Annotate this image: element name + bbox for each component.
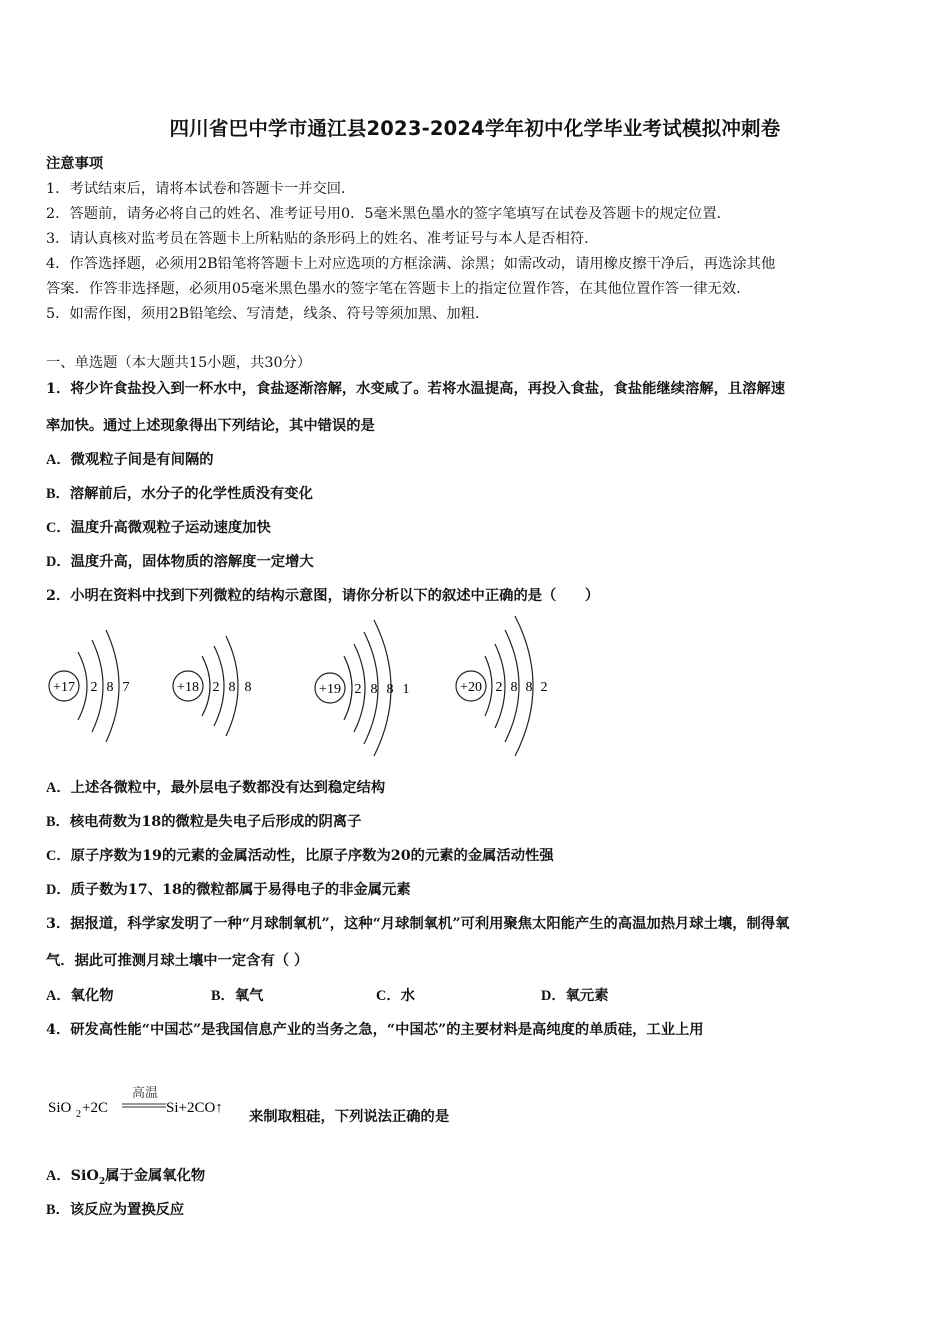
reaction-condition: 高温 xyxy=(131,1085,159,1100)
nucleus-label: +17 xyxy=(53,680,75,695)
q3-option-b: B．氧气 xyxy=(211,988,264,1004)
nucleus-label: +18 xyxy=(177,680,199,695)
q3-stem: 气．据此可推测月球土壤中一定含有（ ） xyxy=(46,953,309,969)
nucleus-label: +19 xyxy=(319,682,341,697)
equation-product: Si+2CO↑ xyxy=(166,1100,223,1116)
shell-electrons: 1 xyxy=(402,682,410,697)
q4-stem: 4．研发高性能“中国芯”是我国信息产业的当务之急，“中国芯”的主要材料是高纯度的单质硅，工业上用 xyxy=(46,1022,704,1038)
shell-electrons: 8 xyxy=(244,680,252,695)
q1-option-c: C．温度升高微观粒子运动速度加快 xyxy=(46,520,271,536)
q1-stem: 1．将少许食盐投入到一杯水中，食盐逐渐溶解，水变咸了。若将水温提高，再投入食盐，食盐能继续溶解，且溶解速 xyxy=(46,381,786,397)
q3-stem: 3．据报道，科学家发明了一种“月球制氧机”，这种“月球制氧机”可利用聚焦太阳能产生的高温加热月球土壤，制得氧 xyxy=(46,916,790,932)
q1-stem: 率加快。通过上述现象得出下列结论，其中错误的是 xyxy=(46,418,375,434)
shell-electrons: 2 xyxy=(90,680,98,695)
notice-item: 3．请认真核对监考员在答题卡上所粘贴的条形码上的姓名、准考证号与本人是否相符． xyxy=(46,231,599,247)
notice-item: 5．如需作图，须用2B铅笔绘、写清楚，线条、符号等须加黑、加粗． xyxy=(46,306,490,322)
page-title: 四川省巴中学市通江县2023-2024学年初中化学毕业考试模拟冲刺卷 xyxy=(169,117,781,140)
equation-reactant: SiO xyxy=(48,1100,72,1116)
q4-option-a: A．SiO$_2$属于金属氧化物 xyxy=(46,1168,206,1187)
notice-heading: 注意事项 xyxy=(46,156,104,172)
q1-option-d: D．温度升高，固体物质的溶解度一定增大 xyxy=(46,554,314,570)
atom-diagram-17 xyxy=(49,630,130,742)
notice-item: 答案．作答非选择题，必须用05毫米黑色墨水的签字笔在答题卡上的指定位置作答，在其他位置作答一律无效． xyxy=(46,281,751,297)
q2-option-d: D．质子数为17、18的微粒都属于易得电子的非金属元素 xyxy=(46,882,411,898)
shell-electrons: 8 xyxy=(525,680,533,695)
atom-diagram-18 xyxy=(173,636,252,736)
q4-option-b: B．该反应为置换反应 xyxy=(46,1202,185,1218)
atom-diagram-20 xyxy=(456,616,548,756)
q3-option-d: D．氧元素 xyxy=(541,988,609,1004)
atom-structure-diagrams xyxy=(40,612,580,762)
equation-subscript: 2 xyxy=(76,1109,81,1120)
q2-option-c: C．原子序数为19的元素的金属活动性，比原子序数为20的元素的金属活动性强 xyxy=(46,848,554,864)
notice-item: 2．答题前，请务必将自己的姓名、准考证号用0．5毫米黑色墨水的签字笔填写在试卷及答题卡的规定位置． xyxy=(46,206,731,222)
q1-option-a: A．微观粒子间是有间隔的 xyxy=(46,452,214,468)
shell-electrons: 8 xyxy=(370,682,378,697)
q1-option-b: B．溶解前后，水分子的化学性质没有变化 xyxy=(46,486,313,502)
chemical-equation xyxy=(46,1078,256,1124)
shell-electrons: 8 xyxy=(228,680,236,695)
nucleus-label: +20 xyxy=(460,680,482,695)
q2-option-a: A．上述各微粒中，最外层电子数都没有达到稳定结构 xyxy=(46,780,386,796)
shell-electrons: 2 xyxy=(495,680,503,695)
q4-stem-after: 来制取粗硅，下列说法正确的是 xyxy=(249,1109,450,1125)
shell-electrons: 8 xyxy=(386,682,394,697)
shell-electrons: 8 xyxy=(106,680,114,695)
notice-item: 4．作答选择题，必须用2B铅笔将答题卡上对应选项的方框涂满、涂黑；如需改动，请用橡皮擦干净后，再选涂其他 xyxy=(46,256,776,272)
q2-stem: 2．小明在资料中找到下列微粒的结构示意图，请你分析以下的叙述中正确的是（ ） xyxy=(46,588,600,604)
q3-option-c: C．水 xyxy=(376,988,415,1004)
notice-item: 1．考试结束后，请将本试卷和答题卡一并交回． xyxy=(46,181,356,197)
shell-electrons: 2 xyxy=(354,682,362,697)
shell-electrons: 2 xyxy=(540,680,548,695)
atom-diagram-19 xyxy=(315,620,410,756)
section-heading: 一、单选题（本大题共15小题，共30分） xyxy=(46,355,312,371)
shell-electrons: 8 xyxy=(510,680,518,695)
shell-electrons: 2 xyxy=(212,680,220,695)
equation-reactant: +2C xyxy=(82,1100,108,1116)
q3-option-a: A．氧化物 xyxy=(46,988,114,1004)
shell-electrons: 7 xyxy=(122,680,130,695)
q2-option-b: B．核电荷数为18的微粒是失电子后形成的阴离子 xyxy=(46,814,362,830)
